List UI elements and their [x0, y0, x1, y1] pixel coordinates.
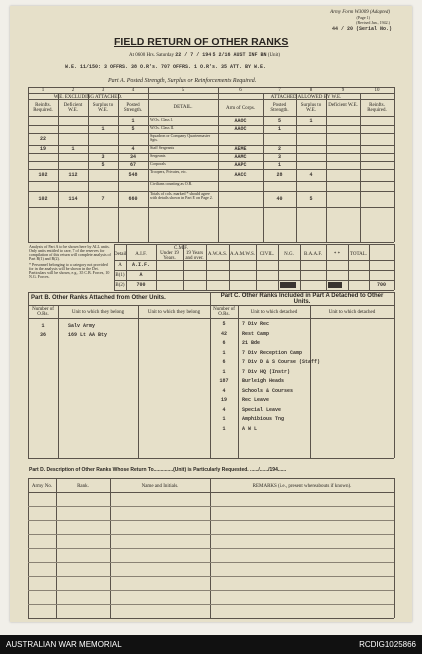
part-b-unit-header: Unit to which they belong — [147, 310, 201, 315]
row-value: 4 — [309, 171, 313, 178]
row-value: 67 — [129, 161, 136, 168]
redaction-mark — [328, 282, 342, 288]
part-c-unit: Schools & Courses — [242, 387, 294, 394]
part-c-count: 4 — [222, 387, 226, 394]
part-c-unit: Amphibious Tng — [242, 416, 285, 422]
part-a-title: Part A. Posted Strength, Surplus or Reinforcements Required. — [108, 78, 257, 84]
archive-footer — [0, 635, 422, 654]
revision-note: (Revised Jan., 1942.) — [356, 20, 390, 25]
row-value: 660 — [128, 195, 138, 202]
part-b-count: 1 — [41, 323, 45, 329]
col-number: 9 — [341, 88, 345, 93]
row-value: 548 — [128, 171, 138, 178]
row-detail-label: Corporals — [150, 161, 166, 166]
analysis-row-label: B(1) — [115, 273, 125, 278]
row-value: 7 — [101, 195, 105, 202]
part-b-unit: 169 Lt AA Bty — [68, 332, 108, 338]
analysis-header: A.A.M.W.S. — [230, 252, 255, 257]
col-number: 2 — [71, 88, 75, 93]
row-detail-label: Civilians counting as O.R. — [150, 181, 193, 186]
part-b-unit: Salv Army — [68, 323, 96, 329]
part-c-count: 19 — [220, 397, 227, 403]
part-c-count: 1 — [222, 416, 226, 422]
row-value: 28 — [276, 171, 283, 178]
analysis-aif-value: 700 — [136, 282, 146, 288]
part-d-header: Name and Initials. — [141, 484, 179, 489]
row-value: 1 — [71, 145, 75, 152]
row-value: 5 — [101, 161, 105, 168]
analysis-aif-value: A — [139, 272, 143, 278]
row-value: 1 — [277, 125, 281, 132]
part-c-unit: 7 Div HQ (Instr) — [242, 368, 291, 375]
row-value: AACC — [234, 171, 247, 178]
analysis-footnote: * Personnel belonging to a category not provided for in the analysis will be shown in the Det. Particulars will be shown, e.g., 35 C.B. Forces, 10 N.G. Forces. — [29, 262, 110, 279]
row-value: AAMC — [234, 153, 247, 160]
part-c-unit: Special Leave — [242, 406, 282, 413]
part-c-count: 1 — [222, 368, 226, 375]
col-number: 6 — [239, 88, 242, 93]
we-group-header: W.E. EXCLUDING ATTACHED. — [53, 95, 123, 100]
part-c-title: Part C. Other Ranks Included in Part A Detached to Other Units. — [220, 293, 384, 305]
row-value: 1 — [131, 117, 135, 124]
part-d-header: Army No. — [31, 484, 53, 489]
row-value: 2 — [277, 145, 281, 152]
row-value: 34 — [129, 153, 136, 160]
part-b-unit-header: Unit to which they belong — [71, 310, 125, 315]
att-deficient-header: Deficient W.E. — [328, 103, 358, 108]
att-reinforcements-header: Reinfts. Required. — [367, 103, 387, 113]
part-c-unit: 21 Bde — [242, 340, 261, 346]
row-value: 3 — [101, 153, 105, 160]
posted-strength-header: Posted Strength. — [123, 103, 143, 113]
analysis-header: N.G. — [284, 252, 294, 257]
row-value: 3 — [277, 153, 281, 160]
att-posted-header: Posted Strength. — [270, 103, 289, 113]
analysis-row-label: B(2) — [115, 283, 125, 288]
row-value: 5 — [131, 125, 135, 132]
part-c-unit: 7 Div D & S Course (Staff) — [242, 359, 321, 365]
time-line: At 0600 Hrs. Saturday 22 / 7 / 194 5 2/16 AUST INF BN (Unit) — [129, 52, 281, 58]
part-c-unit: Rest Camp — [242, 330, 270, 337]
surplus-header: Surplus to W.E. — [92, 103, 114, 113]
establishment-line: W.E. 11/150: 3 OFFRS. 38 O.R's. 707 OFFRS. 1 O.R's. 35 ATT. BY W.E. — [65, 64, 267, 70]
analysis-total-value: 700 — [376, 282, 386, 288]
col-number: 10 — [374, 88, 380, 93]
row-value: 1 — [309, 117, 313, 124]
row-value: 114 — [68, 195, 78, 202]
form-reference: Army Form W3009 (Adapted) — [330, 10, 390, 15]
part-c-count: 6 — [222, 359, 226, 365]
part-c-count: 42 — [220, 330, 227, 337]
analysis-header: * * — [333, 252, 341, 257]
form-page — [10, 6, 412, 622]
analysis-header: A.W.A.S. — [207, 252, 228, 257]
col-number: 4 — [131, 88, 135, 93]
col-number: 8 — [309, 88, 313, 93]
row-detail-label: Totals of cols. marked * should agree with details shown in Part E on Page 2. — [150, 191, 213, 200]
deficient-header: Deficient W.E. — [63, 103, 83, 113]
part-d-header: REMARKS (i.e., present whereabouts if known). — [252, 484, 352, 489]
row-value: 19 — [39, 145, 46, 152]
part-d-header: Rank. — [77, 484, 89, 489]
cmf-header: C.M.F. — [174, 246, 188, 251]
part-c-unit: 7 Div Reception Camp — [242, 349, 303, 356]
archive-id: RCDIG1025866 — [359, 640, 416, 649]
analysis-row-label: A — [118, 263, 122, 268]
attached-group-header: ATTACHED ALLOWED BY W.E. — [270, 95, 342, 100]
detail-header: DETAIL. — [173, 105, 193, 110]
arm-header: Arm of Corps. — [225, 106, 256, 111]
part-c-count: 5 — [222, 321, 226, 327]
row-value: 5 — [309, 195, 313, 202]
row-detail-label: Sergeants — [150, 153, 166, 158]
part-b-count: 36 — [39, 332, 46, 338]
analysis-aif-value: A.I.F. — [131, 262, 150, 268]
analysis-header: B.A.A.F. — [304, 252, 322, 257]
part-c-unit: 7 Div Rec — [242, 321, 270, 327]
analysis-header: Detail — [114, 252, 127, 257]
part-c-unit: Rec Leave — [242, 397, 270, 403]
row-value: 4 — [131, 145, 135, 152]
row-value: AAOC — [234, 117, 247, 124]
part-c-unit: Burleigh Heads — [242, 378, 285, 384]
row-value: AAPC — [234, 161, 247, 168]
row-detail-label: W.Os. Class I. — [150, 117, 173, 122]
part-c-count: 187 — [219, 378, 229, 384]
row-value: 22 — [39, 135, 46, 142]
row-detail-label: Squadron or Company Quartermaster Sgts. — [150, 133, 211, 142]
att-surplus-header: Surplus to W.E. — [300, 103, 322, 113]
row-value: 5 — [277, 117, 281, 124]
part-b-title: Part B. Other Ranks Attached from Other Units. — [31, 295, 166, 301]
part-b-number-header: Number of O.Rs. — [32, 307, 54, 317]
row-value: 112 — [68, 171, 78, 178]
serial-number: 44 / 20 (Serial No.) — [331, 26, 392, 32]
col-number: 7 — [278, 88, 281, 93]
row-value: AAOC — [234, 125, 247, 132]
row-value: 102 — [38, 195, 48, 202]
part-c-unit-header: Unit to which detached — [250, 310, 298, 315]
part-d-title: Part D. Description of Other Ranks Whose Return To..............(Unit) is Particularly Requested. ....../....../194...... — [29, 467, 287, 473]
analysis-header: Under 19 Years. — [160, 251, 179, 261]
row-value: 1 — [277, 161, 281, 168]
row-value: 102 — [38, 171, 48, 178]
analysis-header: 19 Years and over. — [185, 251, 204, 261]
row-detail-label: W.Os. Class II. — [150, 125, 175, 130]
part-c-number-header: Number of O.Rs. — [213, 307, 235, 317]
row-detail-label: Staff Sergeants — [150, 145, 175, 150]
part-c-count: 4 — [222, 406, 226, 413]
part-c-unit: A W L — [242, 425, 258, 432]
col-number: 5 — [181, 88, 185, 93]
part-c-count: 6 — [222, 340, 226, 346]
row-value: AEME — [234, 145, 247, 152]
row-value: 40 — [276, 195, 283, 202]
archive-name: AUSTRALIAN WAR MEMORIAL — [6, 640, 122, 649]
analysis-header: TOTAL. — [349, 252, 368, 257]
page-reference: (Page 1) — [356, 15, 370, 20]
redaction-mark — [280, 282, 296, 288]
col-number: 1 — [41, 88, 45, 93]
analysis-header: A.I.F. — [135, 252, 147, 257]
row-detail-label: Troopers, Privates, etc. — [150, 169, 187, 174]
part-c-count: 1 — [222, 349, 226, 356]
form-title: FIELD RETURN OF OTHER RANKS — [114, 36, 289, 48]
reinforcements-header: Reinfts. Required. — [33, 103, 53, 113]
col-number: 3 — [101, 88, 105, 93]
analysis-note: Analysis of Part A to be shown here by ALL units. Only units entitled to care, 7 of the reserves for compilation of this return will complete analysis of Part B(1) and B(2). — [29, 244, 111, 261]
part-c-unit-header: Unit to which detached — [328, 310, 376, 315]
part-c-count: 1 — [222, 425, 226, 432]
analysis-header: CIVIL. — [259, 252, 275, 257]
row-value: 1 — [101, 125, 105, 132]
